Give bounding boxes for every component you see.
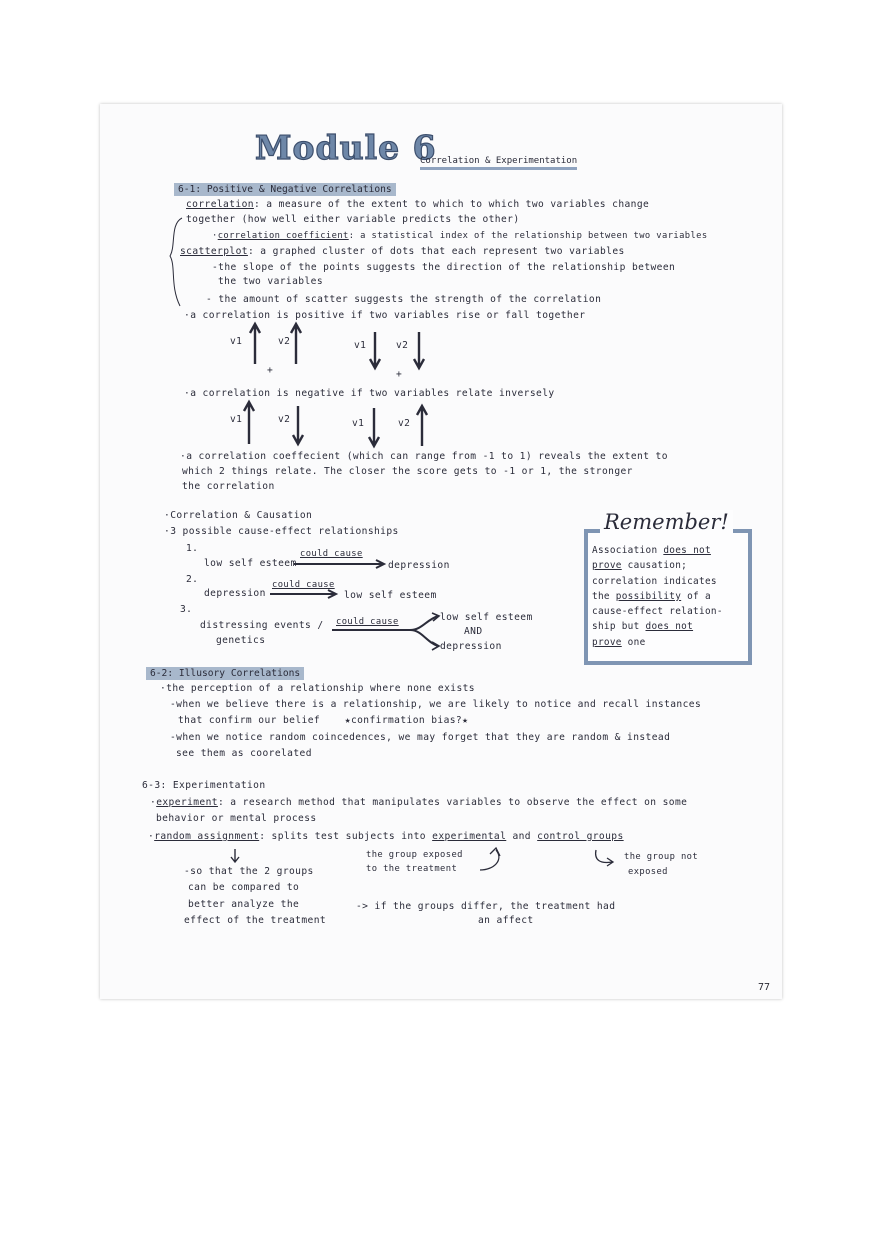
remember-line-5: cause-effect relation- [592,606,723,617]
coefficient-range-line-1: ·a correlation coeffecient (which can range from -1 to 1) reveals the extent to [180,451,668,462]
relationship-2-arrow-label: could cause [272,580,335,590]
belief-text: that confirm our belief [178,715,321,726]
experimental-note-1: the group exposed [366,850,463,860]
right-arrow-icon [292,558,388,570]
relationship-1-right: depression [388,560,450,571]
term-correlation-coefficient: correlation coefficient [217,231,349,241]
control-groups-text: control groups [537,831,624,842]
down-arrow-icon [228,848,242,864]
v1-label: v1 [230,414,243,425]
scatterplot-definition [180,246,625,257]
v2-label: v2 [278,414,291,425]
branch-arrow-icon [330,610,442,652]
relationship-3-left: distressing events / [200,620,324,631]
so-line-4: effect of the treatment [184,915,327,926]
up-arrow-icon [248,322,262,366]
scatter-amount-line: - the amount of scatter suggests the strength of the correlation [206,294,602,305]
control-note-2: exposed [628,867,668,877]
v2-label: v2 [398,418,411,429]
so-line-3: better analyze the [188,899,300,910]
term-experiment: experiment [156,797,218,808]
experiment-def-text: : a research method that manipulates variables to observe the effect on some [217,797,688,808]
correlation-def-text: : a measure of the extent to which to which two variables change [253,199,650,210]
section-heading-6-1: 6-1: Positive & Negative Correlations [174,183,396,196]
coefficient-def-text: : a statistical index of the relationship between two variables [348,231,708,241]
remember-title: Remember! [600,510,733,534]
random-assignment-line: ·random assignment: splits test subjects into experimental and control groups [148,831,624,842]
experimental-groups-text: experimental [432,831,507,842]
negative-text: a correlation is negative if two variables relate inversely [190,388,555,399]
right-arrow-icon [268,588,340,600]
relationship-1-arrow-label: could cause [300,549,363,559]
correlation-def-line-2: together (how well either variable predicts the other) [186,214,520,225]
up-arrow-icon [415,404,429,448]
down-arrow-icon [368,330,382,370]
remember-line-3: correlation indicates [592,576,717,587]
plus-sign: + [396,369,403,380]
down-arrow-icon [291,404,305,446]
term-random-assignment: random assignment [154,831,260,842]
groups-differ-line-2: an affect [478,915,534,926]
curved-arrow-icon [470,846,510,876]
illusory-def-text: the perception of a relationship where none exists [166,683,475,694]
remember-line-6: ship but does not [592,621,694,632]
experimental-note-2: to the treatment [366,864,458,874]
v1-label: v1 [230,336,243,347]
relationship-2-left: depression [204,588,266,599]
remember-line-4: the possibility of a [592,591,711,602]
illusory-line-5: see them as coorelated [176,748,312,759]
term-scatterplot: scatterplot [180,246,248,257]
up-arrow-icon [289,322,303,366]
groups-differ-line-1: -> if the groups differ, the treatment had [356,901,616,912]
term-correlation: correlation [186,199,254,210]
so-line-2: can be compared to [188,882,300,893]
bracket-brace [166,216,186,316]
coef-range-text-1: a correlation coeffecient (which can range from -1 to 1) reveals the extent to [186,451,668,462]
plus-sign: + [267,365,274,376]
relationship-3-left-2: genetics [216,635,266,646]
item-number-3: 3. [180,604,193,615]
slope-line-1: -the slope of the points suggests the direction of the relationship between [212,262,676,273]
item-number-2: 2. [186,574,199,585]
v2-label: v2 [278,336,291,347]
section-heading-6-2: 6-2: Illusory Correlations [146,667,304,680]
random-def-text: splits test subjects into [271,831,426,842]
relationship-3-and: AND [464,626,483,637]
page-subtitle: Correlation & Experimentation [420,156,577,170]
page-number: 77 [758,982,771,993]
relationship-1-left: low self esteem [204,558,297,569]
experiment-definition: ·experiment: a research method that manipulates variables to observe the effect on some [150,797,688,808]
illusory-line-2: -when we believe there is a relationship, we are likely to notice and recall instances [170,699,702,710]
control-note-1: the group not [624,852,699,862]
so-line-1: -so that the 2 groups [184,866,314,877]
coefficient-range-line-3: the correlation [182,481,275,492]
curved-arrow-icon [592,848,618,870]
illusory-line-3: that confirm our belief ★confirmation bias?★ [178,715,469,726]
remember-line-2: prove causation; [592,560,688,571]
causation-heading: ·Correlation & Causation [164,510,313,521]
possible-text: 3 possible cause-effect relationships [170,526,399,537]
negative-correlation-line: ·a correlation is negative if two variables relate inversely [184,388,555,399]
coefficient-range-line-2: which 2 things relate. The closer the score gets to -1 or 1, the stronger [182,466,633,477]
remember-line-7: prove one [592,637,646,648]
coefficient-definition: ·correlation coefficient: a statistical index of the relationship between two variables [212,231,708,241]
remember-line-1: Association does not [592,545,711,556]
illusory-definition: ·the perception of a relationship where none exists [160,683,475,694]
scatterplot-def-text: : a graphed cluster of dots that each represent two variables [247,246,625,257]
relationship-3-arrow-label: could cause [336,617,399,627]
causation-heading-text: Correlation & Causation [170,510,313,521]
down-arrow-icon [367,406,381,448]
item-number-1: 1. [186,543,199,554]
correlation-definition [186,199,649,210]
relationship-2-right: low self esteem [344,590,437,601]
page-title: Module 6 [255,128,437,167]
possible-relationships: ·3 possible cause-effect relationships [164,526,399,537]
illusory-line-4: -when we notice random coincedences, we may forget that they are random & instead [170,732,671,743]
slope-line-2: the two variables [218,276,323,287]
relationship-3-bottom: depression [440,641,502,652]
positive-text: a correlation is positive if two variables rise or fall together [190,310,586,321]
section-heading-6-3: 6-3: Experimentation [142,780,266,791]
v2-label: v2 [396,340,409,351]
relationship-3-top: low self esteem [440,612,533,623]
confirmation-bias-text: confirmation bias? [350,715,463,726]
experiment-def-line-2: behavior or mental process [156,813,317,824]
positive-correlation-line: ·a correlation is positive if two variables rise or fall together [184,310,586,321]
up-arrow-icon [242,400,256,446]
down-arrow-icon [412,330,426,370]
v1-label: v1 [354,340,367,351]
v1-label: v1 [352,418,365,429]
and-text: and [512,831,531,842]
